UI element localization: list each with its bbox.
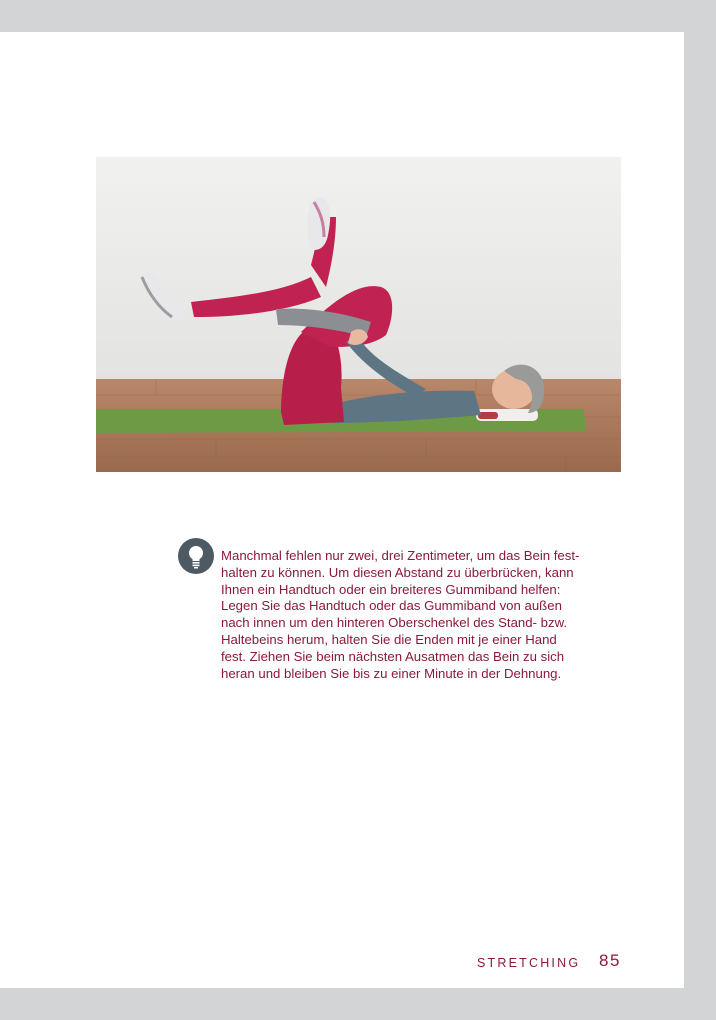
page-number: 85 [599, 951, 621, 970]
tip-line: Ihnen ein Handtuch oder ein breiteres Gummiband helfen: [221, 581, 561, 597]
tip-line: fest. Ziehen Sie beim nächsten Ausatmen das Bein zu sich [221, 648, 565, 664]
book-page [0, 32, 684, 988]
tip-line: nach innen um den hinteren Oberschenkel des Stand- bzw. [221, 615, 568, 631]
tip-line: Haltebeins herum, halten Sie die Enden mit je einer Hand [221, 631, 557, 647]
tip-line: Legen Sie das Handtuch oder das Gummiband von außen [221, 598, 562, 614]
tip-line: heran und bleiben Sie bis zu einer Minute in der Dehnung. [221, 665, 562, 681]
tip-paragraph [221, 548, 613, 682]
exercise-photo [96, 157, 621, 472]
tip-line: Manchmal fehlen nur zwei, drei Zentimeter, um das Bein fest- [221, 548, 580, 563]
lightbulb-icon [178, 538, 214, 574]
running-footer-section: STRETCHING [477, 956, 581, 970]
tip-line: halten zu können. Um diesen Abstand zu überbrücken, kann [221, 564, 574, 580]
